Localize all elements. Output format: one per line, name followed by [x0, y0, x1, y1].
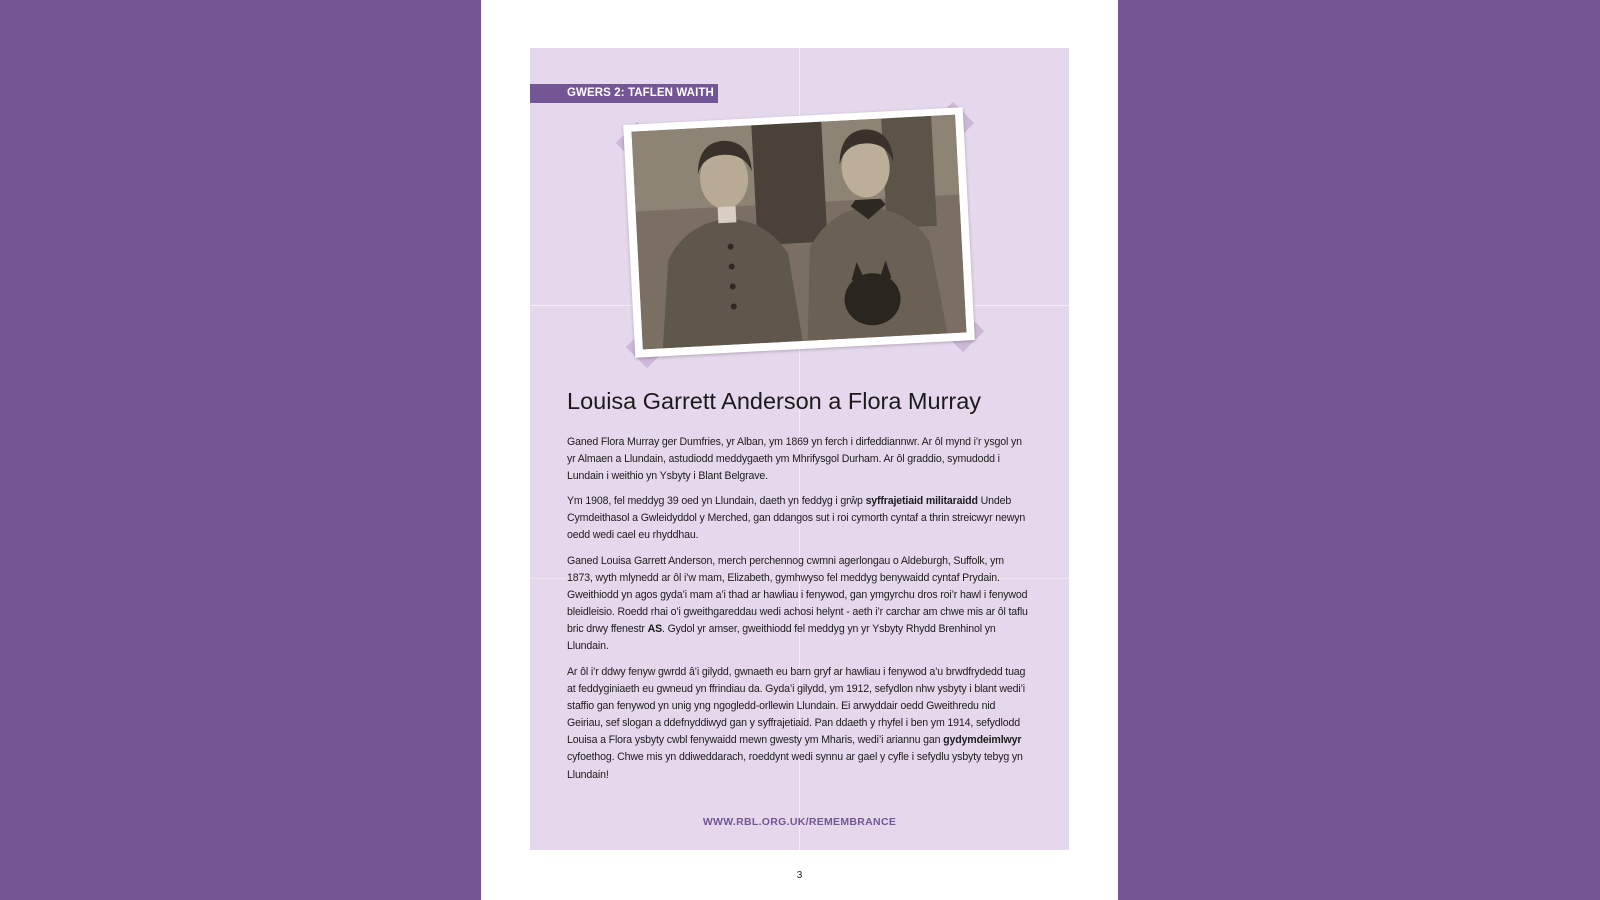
paragraph4-text-after: cyfoethog. Chwe mis yn ddiweddarach, roeddynt wedi synnu ar gael y cyfle i sefydlu ysbyty tebyg yn Llundain!: [567, 751, 1023, 781]
paragraph3-text-before: Ganed Louisa Garrett Anderson, merch perchennog cwmni agerlongau o Aldeburgh, Suffolk, ym 1873, wyth mlynedd ar ôl i’w mam, Elizabeth, gymhwyso fel meddyg benywaidd cyntaf Prydain. Gweithiodd yn agos gyda’i mam a’i thad ar hawliau i fenywod, gan ymgyrchu dros roi’r hawl i fenywod bleidleisio. Roedd rhai o’i gweithgareddau wedi achosi helynt - aeth i’r carchar am chwe mis ar ôl taflu bric drwy ffenestr: [567, 555, 1028, 636]
website-url: WWW.RBL.ORG.UK/REMEMBRANCE: [702, 816, 897, 828]
paragraph2-bold-term: syffrajetiaid militaraidd: [865, 495, 978, 507]
paragraph3-bold-term: AS: [647, 623, 662, 636]
paragraph-flora-murray-1908: [567, 493, 1029, 544]
document-page: [481, 0, 1118, 900]
worksheet-sheet: [530, 48, 1069, 850]
photo-image: [631, 115, 966, 350]
historic-photograph: [623, 107, 975, 357]
paragraph-louisa-anderson: [567, 553, 1029, 656]
paragraph1-text: Ganed Flora Murray ger Dumfries, yr Alban, ym 1869 yn ferch i dirfeddiannwr. Ar ôl mynd i’r ysgol yn yr Almaen a Llundain, astudiodd meddygaeth ym Mhrifysgol Durham. Ar ôl graddio, symudodd i Lundain i weithio yn Ysbyty i Blant Belgrave.: [567, 436, 1022, 483]
paragraph3-text-after: . Gydol yr amser, gweithiodd fel meddyg yn yr Ysbyty Rhydd Brenhinol yn Llundain.: [567, 623, 996, 653]
page-title: Louisa Garrett Anderson a Flora Murray: [567, 388, 982, 414]
paragraph4-bold-term: gydymdeimlwyr: [943, 734, 1022, 747]
paragraph2-text-before: Ym 1908, fel meddyg 39 oed yn Llundain, daeth yn feddyg i grŵp: [567, 495, 866, 507]
photo-portrait-illustration: [631, 115, 966, 350]
lesson-tag: GWERS 2: TAFLEN WAITH: [530, 84, 718, 103]
page-number: 3: [796, 870, 803, 881]
paragraph4-text-before: Ar ôl i’r ddwy fenyw gwrdd â’i gilydd, gwnaeth eu barn gryf ar hawliau i fenywod a’u brwdfrydedd tuag at feddyginiaeth eu gwneud yn ffrindiau da. Gyda’i gilydd, ym 1912, sefydlon nhw ysbyty i blant wedi’i staffio gan fenywod yn unig yng ngogledd-orllewin Llundain. Ei arwyddair oedd Gweithredu nid Geiriau, sef slogan a ddefnyddiwyd gan y syffrajetiaid. Pan ddaeth y rhyfel i ben ym 1914, sefydlodd Louisa a Flora ysbyty cwbl fenywaidd mewn gwesty ym Mharis, wedi’i ariannu gan: [567, 666, 1026, 747]
paragraph2-text-after: Undeb Cymdeithasol a Gwleidyddol y Merched, gan ddangos sut i roi cymorth cyntaf a thrin streicwyr newyn oedd wedi cael eu rhyddhau.: [567, 495, 1026, 542]
paragraph-hospitals: [567, 664, 1029, 784]
paragraph-flora-murray-birth: [567, 434, 1029, 485]
